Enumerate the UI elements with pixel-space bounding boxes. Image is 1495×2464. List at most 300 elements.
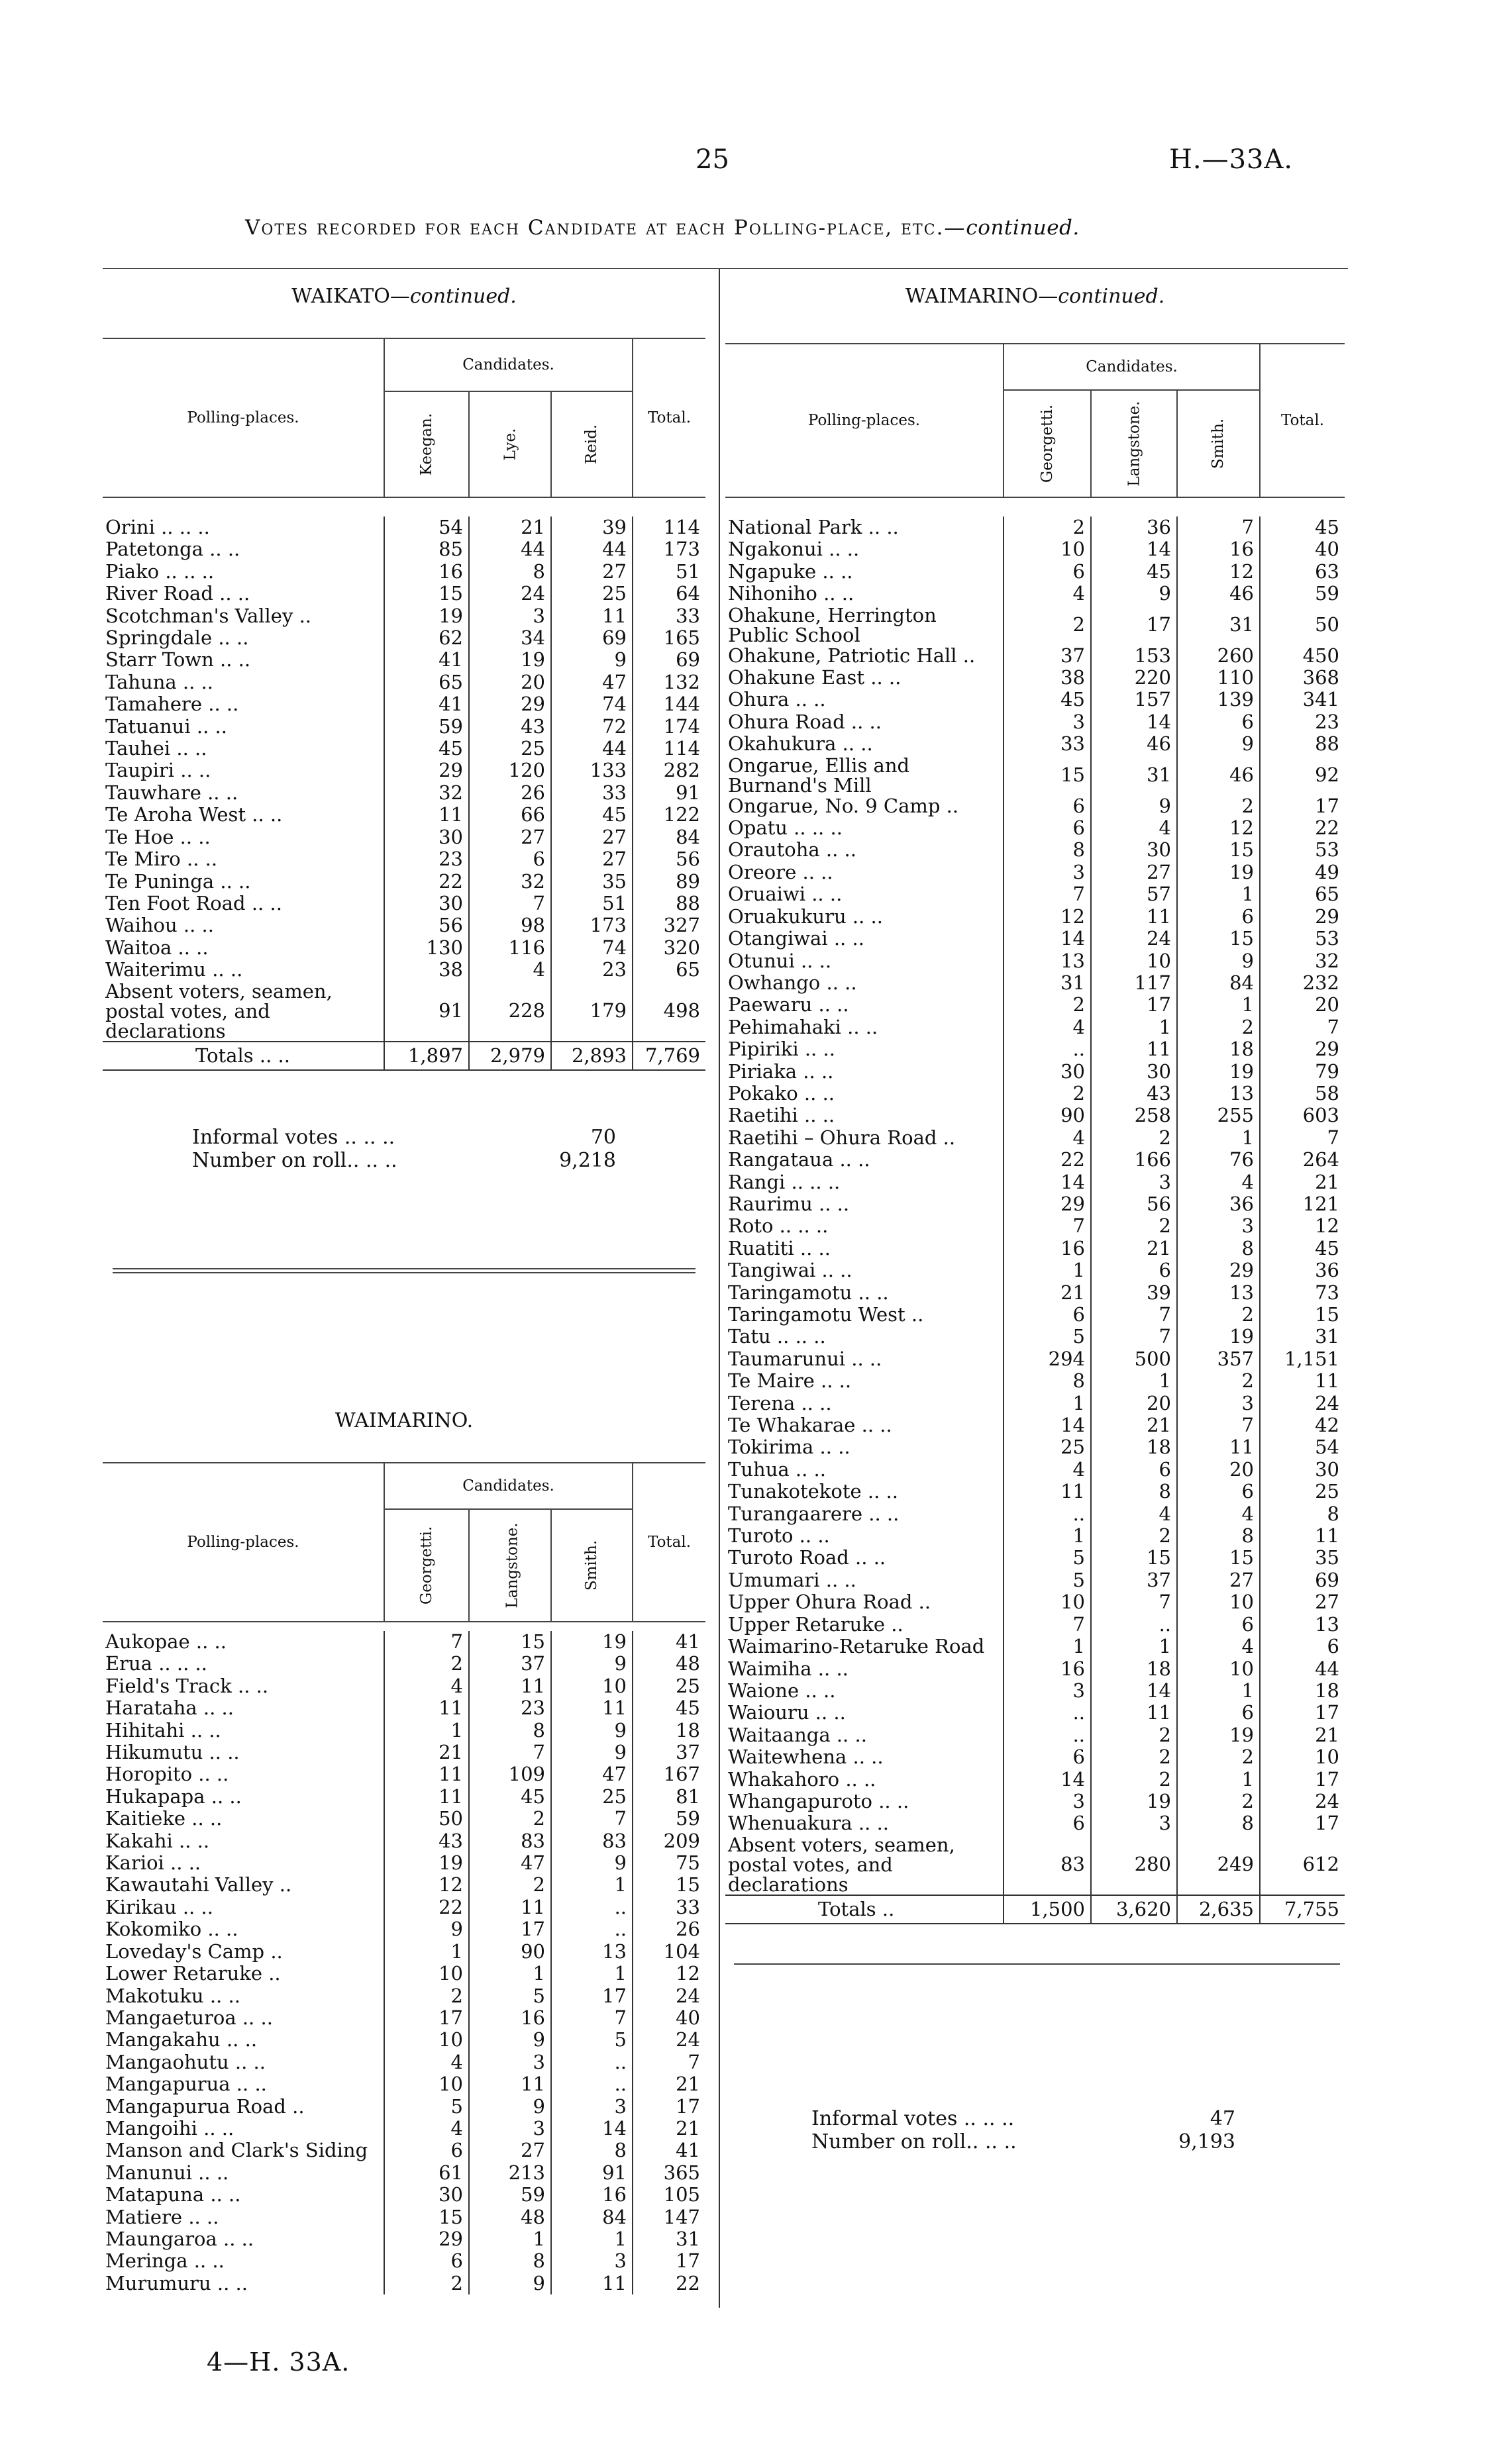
candidate-1-votes: 6 bbox=[1004, 1812, 1091, 1834]
table-row bbox=[103, 1786, 705, 1808]
absent-voters-row-c3: 249 bbox=[1177, 1835, 1260, 1895]
candidate-1-votes: 1 bbox=[1004, 1636, 1091, 1657]
candidate-2-votes: 14 bbox=[1091, 538, 1177, 560]
waimarino-left-polling-header: Polling-places. bbox=[103, 1463, 384, 1622]
polling-place-name: Waitaanga .. .. bbox=[728, 1723, 867, 1746]
table-row bbox=[103, 2228, 705, 2250]
table-row bbox=[103, 1897, 705, 1918]
candidate-2-votes: 15 bbox=[469, 1631, 551, 1653]
polling-place-name: Springdale .. .. bbox=[105, 626, 249, 650]
absent-voters-row-c1: 83 bbox=[1004, 1835, 1091, 1895]
candidate-2-votes: 11 bbox=[469, 2073, 551, 2095]
candidate-1-votes: 130 bbox=[384, 937, 469, 959]
total-votes: 1,151 bbox=[1260, 1348, 1345, 1370]
candidate-2-votes: 14 bbox=[1091, 711, 1177, 733]
polling-place-name: Field's Track .. .. bbox=[105, 1674, 269, 1697]
candidate-3-votes: 74 bbox=[551, 693, 633, 715]
total-votes: 21 bbox=[633, 2073, 705, 2095]
candidate-1-votes: .. bbox=[1004, 1503, 1091, 1525]
candidate-3-votes: 84 bbox=[551, 2206, 633, 2228]
totals-row-c2: 3,620 bbox=[1091, 1895, 1177, 1924]
candidate-2-votes: 3 bbox=[469, 605, 551, 627]
polling-place-name: Otangiwai .. .. bbox=[728, 927, 864, 950]
waimarino-roll-value: 9,193 bbox=[1178, 2130, 1235, 2153]
candidate-2-votes: 7 bbox=[1091, 1304, 1177, 1326]
candidate-2-votes: 1 bbox=[1091, 1016, 1177, 1038]
polling-place-name: Hihitahi .. .. bbox=[105, 1718, 221, 1742]
candidate-2-votes: 7 bbox=[1091, 1326, 1177, 1348]
candidate-3-votes: 91 bbox=[551, 2162, 633, 2184]
total-votes: 41 bbox=[633, 1631, 705, 1653]
candidate-2-votes: .. bbox=[1091, 1614, 1177, 1636]
total-votes: 25 bbox=[1260, 1481, 1345, 1503]
candidate-3-votes: 46 bbox=[1177, 756, 1260, 795]
table-row bbox=[725, 1282, 1345, 1304]
waimarino-right-polling-header: Polling-places. bbox=[725, 344, 1004, 497]
candidate-1-votes: 294 bbox=[1004, 1348, 1091, 1370]
candidate-2-votes: 24 bbox=[1091, 928, 1177, 950]
candidate-2-votes: 32 bbox=[469, 871, 551, 893]
polling-place-name: Te Puninga .. .. bbox=[105, 869, 251, 893]
table-row bbox=[103, 2250, 705, 2272]
sheet-reference: 4—H. 33A. bbox=[207, 2347, 350, 2377]
candidate-3-votes: 5 bbox=[551, 2029, 633, 2051]
table-row bbox=[103, 1742, 705, 1763]
table-row bbox=[103, 826, 705, 848]
waikato-informal-value: 70 bbox=[590, 1126, 616, 1149]
candidate-2-votes: 11 bbox=[1091, 1702, 1177, 1724]
total-votes: 65 bbox=[1260, 883, 1345, 905]
candidate-2-votes: 20 bbox=[469, 671, 551, 693]
total-votes: 282 bbox=[633, 760, 705, 781]
candidate-1-votes: 10 bbox=[384, 2029, 469, 2051]
total-votes: 21 bbox=[633, 2118, 705, 2140]
table-row bbox=[725, 1547, 1345, 1569]
total-votes: 8 bbox=[1260, 1503, 1345, 1525]
total-votes: 15 bbox=[1260, 1304, 1345, 1326]
candidate-3-votes: 2 bbox=[1177, 1016, 1260, 1038]
candidate-3-votes: 11 bbox=[1177, 1436, 1260, 1458]
candidate-1-votes: .. bbox=[1004, 1038, 1091, 1060]
candidate-3-votes: 47 bbox=[551, 671, 633, 693]
candidate-1-votes: 19 bbox=[384, 605, 469, 627]
total-votes: 40 bbox=[633, 2007, 705, 2029]
candidate-3-votes: 19 bbox=[551, 1631, 633, 1653]
candidate-3-votes: 6 bbox=[1177, 1481, 1260, 1503]
candidate-1-votes: .. bbox=[1004, 1724, 1091, 1746]
candidate-2-votes: 46 bbox=[1091, 733, 1177, 755]
table-row bbox=[725, 756, 1345, 795]
candidate-1-votes: 22 bbox=[384, 871, 469, 893]
candidate-3-votes: 2 bbox=[1177, 1791, 1260, 1812]
candidate-3-votes: 4 bbox=[1177, 1503, 1260, 1525]
candidate-3-votes: 27 bbox=[551, 826, 633, 848]
total-votes: 69 bbox=[633, 649, 705, 671]
polling-place-name: Tangiwai .. .. bbox=[728, 1259, 852, 1282]
candidate-1-votes: 2 bbox=[384, 2273, 469, 2294]
total-votes: 12 bbox=[633, 1963, 705, 1985]
candidate-2-votes: 36 bbox=[1091, 517, 1177, 538]
total-votes: 35 bbox=[1260, 1547, 1345, 1569]
waimarino-right-candidate-3: Smith. bbox=[1210, 418, 1227, 469]
polling-place-name: Tahuna .. .. bbox=[105, 670, 214, 693]
polling-place-name: Starr Town .. .. bbox=[105, 648, 251, 671]
candidate-3-votes: 1 bbox=[1177, 1680, 1260, 1702]
candidate-1-votes: 9 bbox=[384, 1918, 469, 1940]
table-row bbox=[103, 2118, 705, 2140]
total-votes: 264 bbox=[1260, 1149, 1345, 1171]
candidate-3-votes: 19 bbox=[1177, 1326, 1260, 1348]
candidate-3-votes: 36 bbox=[1177, 1193, 1260, 1215]
polling-place-name: Mangapurua .. .. bbox=[105, 2073, 267, 2096]
candidate-1-votes: 8 bbox=[1004, 839, 1091, 861]
candidate-1-votes: 22 bbox=[384, 1897, 469, 1918]
candidate-1-votes: 22 bbox=[1004, 1149, 1091, 1171]
table-row bbox=[725, 561, 1345, 583]
candidate-2-votes: 7 bbox=[469, 893, 551, 914]
candidate-3-votes: 11 bbox=[551, 605, 633, 627]
polling-place-name: Orautoha .. .. bbox=[728, 838, 856, 862]
candidate-1-votes: 10 bbox=[1004, 1591, 1091, 1613]
candidate-3-votes: 47 bbox=[551, 1763, 633, 1785]
table-row bbox=[103, 782, 705, 804]
table-row bbox=[103, 2273, 705, 2294]
table-row bbox=[103, 937, 705, 959]
table-row bbox=[725, 1614, 1345, 1636]
polling-place-name: Ongarue, Ellis and Burnand's Mill bbox=[728, 754, 910, 797]
total-votes: 45 bbox=[1260, 517, 1345, 538]
table-row bbox=[725, 1105, 1345, 1126]
total-votes: 17 bbox=[1260, 795, 1345, 817]
document-reference: H.—33A. bbox=[1169, 144, 1294, 175]
candidate-2-votes: 2 bbox=[1091, 1769, 1177, 1791]
polling-place-name: Hikumutu .. .. bbox=[105, 1741, 240, 1764]
table-row bbox=[103, 1697, 705, 1719]
candidate-1-votes: 4 bbox=[384, 2118, 469, 2140]
candidate-2-votes: 2 bbox=[469, 1808, 551, 1830]
table-row bbox=[725, 1791, 1345, 1812]
candidate-3-votes: 20 bbox=[1177, 1459, 1260, 1481]
candidate-3-votes: .. bbox=[551, 1918, 633, 1940]
candidate-3-votes: .. bbox=[551, 1897, 633, 1918]
candidate-3-votes: 7 bbox=[1177, 1414, 1260, 1436]
candidate-2-votes: 44 bbox=[469, 538, 551, 560]
table-row bbox=[725, 1459, 1345, 1481]
candidate-3-votes: 3 bbox=[1177, 1215, 1260, 1237]
candidate-1-votes: 14 bbox=[1004, 1414, 1091, 1436]
table-row bbox=[103, 693, 705, 715]
total-votes: 174 bbox=[633, 716, 705, 738]
waimarino-informal-votes bbox=[811, 2107, 1249, 2130]
absent-voters-row-total: 612 bbox=[1260, 1835, 1345, 1895]
candidate-1-votes: 25 bbox=[1004, 1436, 1091, 1458]
table-row bbox=[725, 1038, 1345, 1060]
candidate-2-votes: 15 bbox=[1091, 1547, 1177, 1569]
candidate-3-votes: 27 bbox=[551, 848, 633, 870]
polling-place-name: Patetonga .. .. bbox=[105, 538, 240, 561]
waikato-total-header: Total. bbox=[633, 338, 705, 497]
candidate-3-votes: 139 bbox=[1177, 689, 1260, 711]
waimarino-left-candidates-header: Candidates. bbox=[384, 1463, 633, 1509]
total-votes: 22 bbox=[1260, 817, 1345, 839]
polling-place-name: Rangi .. .. .. bbox=[728, 1170, 841, 1193]
total-votes: 147 bbox=[633, 2206, 705, 2228]
candidate-3-votes: 6 bbox=[1177, 1702, 1260, 1724]
waimarino-right-header bbox=[725, 343, 1345, 498]
polling-place-name: Waitewhena .. .. bbox=[728, 1746, 884, 1769]
polling-place-name: Ohakune, Herrington Public School bbox=[728, 603, 937, 646]
polling-place-name: Tunakotekote .. .. bbox=[728, 1480, 898, 1503]
candidate-1-votes: 8 bbox=[1004, 1370, 1091, 1392]
polling-place-name: Oruaiwi .. .. bbox=[728, 883, 843, 906]
polling-place-name: Rangataua .. .. bbox=[728, 1148, 870, 1171]
total-votes: 23 bbox=[1260, 711, 1345, 733]
candidate-3-votes: 2 bbox=[1177, 1304, 1260, 1326]
candidate-1-votes: 21 bbox=[1004, 1282, 1091, 1304]
polling-place-name: Matapuna .. .. bbox=[105, 2183, 241, 2206]
polling-place-name: Te Miro .. .. bbox=[105, 848, 218, 871]
table-row bbox=[103, 2051, 705, 2073]
total-votes: 365 bbox=[633, 2162, 705, 2184]
polling-place-name: Tatu .. .. .. bbox=[728, 1325, 826, 1348]
table-row bbox=[725, 862, 1345, 883]
waikato-candidate-2: Lye. bbox=[501, 428, 519, 461]
table-row bbox=[103, 871, 705, 893]
waimarino-left-title: WAIMARINO. bbox=[335, 1409, 474, 1432]
candidate-1-votes: 15 bbox=[384, 2206, 469, 2228]
candidate-2-votes: 24 bbox=[469, 583, 551, 605]
candidate-2-votes: 66 bbox=[469, 804, 551, 826]
candidate-1-votes: 16 bbox=[384, 561, 469, 583]
total-votes: 603 bbox=[1260, 1105, 1345, 1126]
table-row bbox=[103, 1653, 705, 1675]
candidate-2-votes: 153 bbox=[1091, 645, 1177, 667]
candidate-1-votes: 1 bbox=[1004, 1393, 1091, 1414]
candidate-3-votes: 7 bbox=[1177, 517, 1260, 538]
candidate-1-votes: 2 bbox=[384, 1653, 469, 1675]
candidate-3-votes: 13 bbox=[551, 1941, 633, 1963]
total-votes: 44 bbox=[1260, 1658, 1345, 1680]
candidate-3-votes: 84 bbox=[1177, 972, 1260, 994]
table-row bbox=[725, 1193, 1345, 1215]
polling-place-name: Hukapapa .. .. bbox=[105, 1785, 242, 1808]
totals-row bbox=[725, 1895, 1345, 1924]
candidate-3-votes: 8 bbox=[1177, 1812, 1260, 1834]
total-votes: 25 bbox=[633, 1675, 705, 1697]
candidate-1-votes: 12 bbox=[1004, 906, 1091, 928]
candidate-1-votes: 3 bbox=[1004, 1791, 1091, 1812]
absent-voters-row-c3: 179 bbox=[551, 981, 633, 1042]
candidate-3-votes: 9 bbox=[551, 1720, 633, 1742]
total-votes: 121 bbox=[1260, 1193, 1345, 1215]
candidate-3-votes: 9 bbox=[551, 1653, 633, 1675]
candidate-2-votes: 14 bbox=[1091, 1680, 1177, 1702]
candidate-2-votes: 17 bbox=[469, 1918, 551, 1940]
candidate-1-votes: 14 bbox=[1004, 1171, 1091, 1193]
candidate-1-votes: 41 bbox=[384, 693, 469, 715]
candidate-1-votes: 29 bbox=[384, 2228, 469, 2250]
candidate-3-votes: 12 bbox=[1177, 561, 1260, 583]
table-row bbox=[103, 2162, 705, 2184]
polling-place-name: Ohura Road .. .. bbox=[728, 710, 882, 733]
table-row bbox=[725, 1348, 1345, 1370]
candidate-1-votes: 38 bbox=[1004, 667, 1091, 689]
absent-voters-row-c2: 228 bbox=[469, 981, 551, 1042]
total-votes: 450 bbox=[1260, 645, 1345, 667]
polling-place-name: National Park .. .. bbox=[728, 516, 899, 538]
table-row bbox=[103, 760, 705, 781]
candidate-1-votes: 1 bbox=[1004, 1525, 1091, 1547]
candidate-1-votes: 14 bbox=[1004, 928, 1091, 950]
waimarino-left-results-table bbox=[103, 1631, 705, 2294]
polling-place-name: Tauhei .. .. bbox=[105, 737, 207, 760]
total-votes: 51 bbox=[633, 561, 705, 583]
candidate-3-votes: 23 bbox=[551, 959, 633, 981]
candidate-1-votes: 33 bbox=[1004, 733, 1091, 755]
candidate-1-votes: 4 bbox=[1004, 1459, 1091, 1481]
table-row bbox=[725, 1636, 1345, 1657]
candidate-2-votes: 258 bbox=[1091, 1105, 1177, 1126]
total-votes: 232 bbox=[1260, 972, 1345, 994]
table-row bbox=[725, 1127, 1345, 1149]
table-row bbox=[103, 1808, 705, 1830]
candidate-3-votes: 27 bbox=[551, 561, 633, 583]
candidate-1-votes: 30 bbox=[384, 826, 469, 848]
candidate-1-votes: 23 bbox=[384, 848, 469, 870]
table-row bbox=[103, 2184, 705, 2206]
candidate-1-votes: 15 bbox=[1004, 756, 1091, 795]
total-votes: 11 bbox=[1260, 1525, 1345, 1547]
candidate-3-votes: 51 bbox=[551, 893, 633, 914]
waikato-header bbox=[103, 338, 705, 498]
candidate-2-votes: 30 bbox=[1091, 839, 1177, 861]
waimarino-right-end-rule bbox=[734, 1963, 1340, 1965]
polling-place-name: Turoto .. .. bbox=[728, 1524, 830, 1548]
table-row bbox=[103, 1918, 705, 1940]
candidate-2-votes: 19 bbox=[469, 649, 551, 671]
polling-place-name: Pokako .. .. bbox=[728, 1081, 835, 1105]
candidate-3-votes: 16 bbox=[551, 2184, 633, 2206]
polling-place-name: Scotchman's Valley .. bbox=[105, 604, 311, 627]
candidate-1-votes: 13 bbox=[1004, 950, 1091, 972]
table-row bbox=[725, 906, 1345, 928]
table-row bbox=[103, 804, 705, 826]
polling-place-name: Whakahoro .. .. bbox=[728, 1767, 876, 1791]
candidate-3-votes: 19 bbox=[1177, 1061, 1260, 1083]
polling-place-name: Matiere .. .. bbox=[105, 2205, 219, 2228]
candidate-2-votes: 25 bbox=[469, 738, 551, 760]
table-row bbox=[103, 517, 705, 538]
candidate-3-votes: 10 bbox=[551, 1675, 633, 1697]
table-row bbox=[725, 1680, 1345, 1702]
total-votes: 21 bbox=[1260, 1724, 1345, 1746]
waimarino-right-title-main: WAIMARINO— bbox=[905, 285, 1058, 308]
candidate-3-votes: 2 bbox=[1177, 1746, 1260, 1768]
candidate-1-votes: 16 bbox=[1004, 1658, 1091, 1680]
candidate-2-votes: 2 bbox=[1091, 1746, 1177, 1768]
candidate-3-votes: 1 bbox=[1177, 883, 1260, 905]
candidate-1-votes: 31 bbox=[1004, 972, 1091, 994]
candidate-3-votes: 4 bbox=[1177, 1171, 1260, 1193]
candidate-1-votes: 45 bbox=[1004, 689, 1091, 711]
candidate-2-votes: 17 bbox=[1091, 994, 1177, 1016]
polling-place-name: Waiterimu .. .. bbox=[105, 958, 243, 981]
candidate-1-votes: 61 bbox=[384, 2162, 469, 2184]
candidate-1-votes: 38 bbox=[384, 959, 469, 981]
polling-place-name: Okahukura .. .. bbox=[728, 732, 873, 756]
candidate-1-votes: 19 bbox=[384, 1852, 469, 1874]
table-row bbox=[725, 1370, 1345, 1392]
total-votes: 114 bbox=[633, 738, 705, 760]
waikato-roll-label: Number on roll.. .. .. bbox=[192, 1149, 397, 1172]
total-votes: 49 bbox=[1260, 862, 1345, 883]
polling-place-name: Terena .. .. bbox=[728, 1391, 832, 1414]
candidate-3-votes: 357 bbox=[1177, 1348, 1260, 1370]
total-votes: 56 bbox=[633, 848, 705, 870]
table-row bbox=[725, 972, 1345, 994]
polling-place-name: Mangapurua Road .. bbox=[105, 2094, 305, 2118]
candidate-2-votes: 11 bbox=[469, 1897, 551, 1918]
candidate-1-votes: 45 bbox=[384, 738, 469, 760]
polling-place-name: Orini .. .. .. bbox=[105, 516, 210, 538]
candidate-3-votes: 15 bbox=[1177, 839, 1260, 861]
candidate-2-votes: 2 bbox=[1091, 1525, 1177, 1547]
total-votes: 209 bbox=[633, 1830, 705, 1852]
candidate-3-votes: 9 bbox=[551, 1852, 633, 1874]
candidate-1-votes: 6 bbox=[1004, 1304, 1091, 1326]
total-votes: 320 bbox=[633, 937, 705, 959]
candidate-1-votes: 11 bbox=[384, 1763, 469, 1785]
total-votes: 81 bbox=[633, 1786, 705, 1808]
candidate-3-votes: 7 bbox=[551, 1808, 633, 1830]
candidate-2-votes: 57 bbox=[1091, 883, 1177, 905]
total-votes: 53 bbox=[1260, 928, 1345, 950]
table-row bbox=[103, 1675, 705, 1697]
waikato-summary bbox=[192, 1126, 629, 1172]
candidate-1-votes: 29 bbox=[1004, 1193, 1091, 1215]
candidate-1-votes: 10 bbox=[384, 1963, 469, 1985]
candidate-2-votes: 7 bbox=[469, 1742, 551, 1763]
total-votes: 11 bbox=[1260, 1370, 1345, 1392]
candidate-2-votes: 5 bbox=[469, 1985, 551, 2007]
candidate-2-votes: 43 bbox=[1091, 1083, 1177, 1105]
totals-row-c3: 2,635 bbox=[1177, 1895, 1260, 1924]
candidate-2-votes: 8 bbox=[1091, 1481, 1177, 1503]
candidate-1-votes: 10 bbox=[384, 2073, 469, 2095]
candidate-2-votes: 1 bbox=[1091, 1370, 1177, 1392]
polling-place-name: Manson and Clark's Siding bbox=[105, 2139, 368, 2162]
polling-place-name: Aukopae .. .. bbox=[105, 1630, 227, 1653]
candidate-2-votes: 27 bbox=[1091, 862, 1177, 883]
table-row bbox=[725, 839, 1345, 861]
table-row bbox=[725, 950, 1345, 972]
polling-place-name: Pehimahaki .. .. bbox=[728, 1015, 878, 1038]
candidate-3-votes: 11 bbox=[551, 2273, 633, 2294]
candidate-2-votes: 9 bbox=[469, 2029, 551, 2051]
candidate-3-votes: 1 bbox=[551, 1963, 633, 1985]
table-row bbox=[103, 2073, 705, 2095]
total-votes: 167 bbox=[633, 1763, 705, 1785]
polling-place-name: Whenuakura .. .. bbox=[728, 1812, 890, 1835]
candidate-2-votes: 220 bbox=[1091, 667, 1177, 689]
candidate-2-votes: 90 bbox=[469, 1941, 551, 1963]
candidate-3-votes: 46 bbox=[1177, 583, 1260, 605]
candidate-2-votes: 6 bbox=[1091, 1459, 1177, 1481]
candidate-3-votes: 2 bbox=[1177, 1370, 1260, 1392]
waimarino-right-total-header: Total. bbox=[1260, 344, 1345, 497]
table-row bbox=[725, 1016, 1345, 1038]
polling-place-name: Kaitieke .. .. bbox=[105, 1807, 223, 1830]
